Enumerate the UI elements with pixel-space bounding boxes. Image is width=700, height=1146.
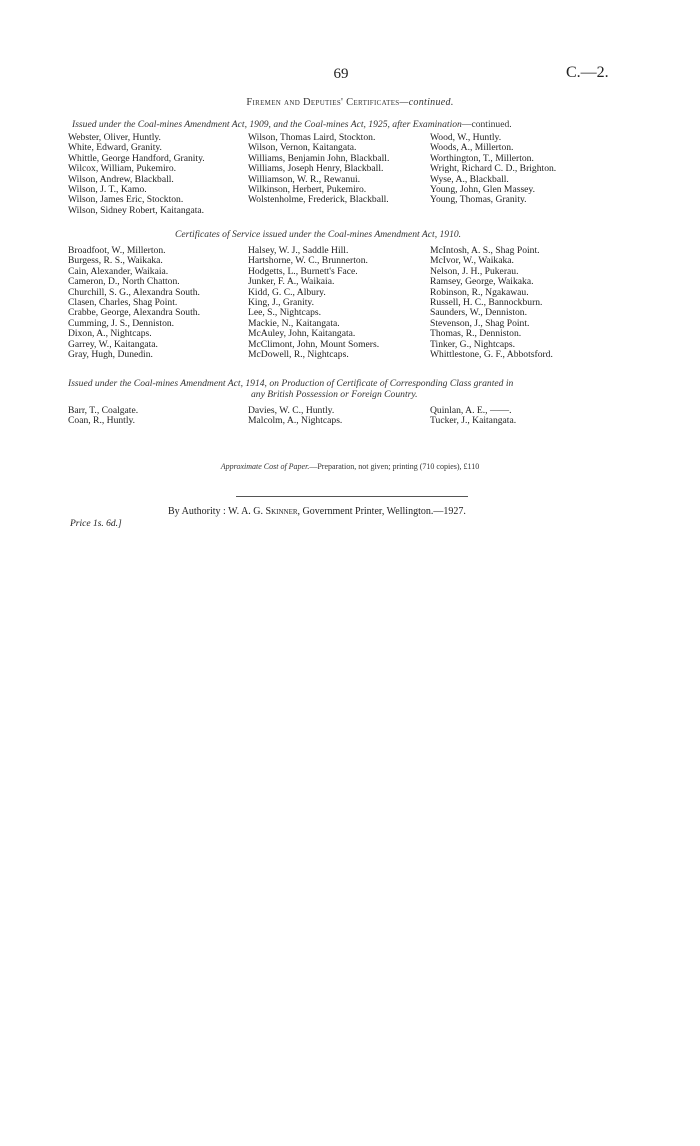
name-entry: Webster, Oliver, Huntly. (68, 132, 161, 143)
name-entry: Cumming, J. S., Denniston. (68, 317, 175, 329)
heading-continued: —continued. (399, 97, 454, 108)
name-entry: Wilson, J. T., Kamo. (68, 184, 147, 196)
section3-title-line2: any British Possession or Foreign Country. (251, 389, 418, 400)
name-entry: Whittle, George Handford, Granity. (68, 152, 205, 164)
name-entry: McDowell, R., Nightcaps. (248, 349, 349, 361)
name-entry: Barr, T., Coalgate. (68, 405, 139, 416)
name-entry: Junker, F. A., Waikaia. (248, 276, 335, 288)
name-entry: Mackie, N., Kaitangata. (248, 317, 340, 329)
section2-column-3 (430, 246, 553, 360)
name-entry: Stevenson, J., Shag Point. (430, 317, 530, 329)
section2-title: Certificates of Service issued under the Coal-mines Amendment Act, 1910. (175, 229, 462, 240)
name-entry: Quinlan, A. E., ——. (430, 405, 512, 416)
section1-column-3 (430, 133, 556, 206)
name-entry: Dixon, A., Nightcaps. (68, 328, 152, 340)
cost-text: —Preparation, not given; printing (710 copies), £110 (309, 462, 480, 471)
divider-rule (236, 496, 468, 497)
name-entry: Whittlestone, G. F., Abbotsford. (430, 349, 553, 361)
name-entry: Broadfoot, W., Millerton. (68, 245, 166, 256)
name-entry: McIntosh, A. S., Shag Point. (430, 245, 540, 256)
name-entry: Wood, W., Huntly. (430, 132, 502, 143)
name-entry: Williams, Benjamin John, Blackball. (248, 152, 390, 164)
authority-line (168, 506, 466, 517)
name-entry: Young, Thomas, Granity. (430, 194, 527, 206)
section3-column-3 (430, 406, 516, 427)
name-entry: Williams, Joseph Henry, Blackball. (248, 163, 384, 175)
name-entry: Coan, R., Huntly. (68, 415, 136, 427)
name-entry: McAuley, John, Kaitangata. (248, 328, 356, 340)
name-entry: Cameron, D., North Chatton. (68, 276, 180, 288)
section3-column-1 (68, 406, 138, 427)
name-entry: Kidd, G. C., Albury. (248, 286, 326, 298)
section1-column-2 (248, 133, 389, 206)
name-entry: Clasen, Charles, Shag Point. (68, 297, 178, 309)
name-entry: McClimont, John, Mount Somers. (248, 338, 380, 350)
name-entry: Crabbe, George, Alexandra South. (68, 307, 200, 319)
name-entry: Robinson, R., Ngakawau. (430, 286, 529, 298)
section2-column-1 (68, 246, 200, 360)
name-entry: Wilson, Andrew, Blackball. (68, 173, 174, 185)
name-entry: Lee, S., Nightcaps. (248, 307, 322, 319)
name-entry: Burgess, R. S., Waikaka. (68, 255, 163, 267)
name-entry: Nelson, J. H., Pukerau. (430, 265, 519, 277)
name-entry: Wolstenholme, Frederick, Blackball. (248, 194, 389, 206)
heading-main: Firemen and Deputies' Certificates (246, 97, 400, 108)
name-entry: Ramsey, George, Waikaka. (430, 276, 534, 288)
authority-prefix: By Authority : W. A. G. (168, 506, 266, 517)
section1-title (72, 119, 512, 130)
name-entry: Tucker, J., Kaitangata. (430, 415, 517, 427)
name-entry: Wilson, James Eric, Stockton. (68, 194, 184, 206)
name-entry: Wilcox, William, Pukemiro. (68, 163, 177, 175)
name-entry: Hartshorne, W. C., Brunnerton. (248, 255, 368, 267)
name-entry: Wright, Richard C. D., Brighton. (430, 163, 557, 175)
name-entry: Woods, A., Millerton. (430, 142, 514, 154)
cost-label: Approximate Cost of Paper. (220, 462, 310, 471)
section1-title-text: Issued under the Coal-mines Amendment Act, 1909, and the Coal-mines Act, 1925, after Examination (72, 119, 462, 130)
name-entry: Davies, W. C., Huntly. (248, 405, 335, 416)
page-number: 69 (333, 66, 349, 82)
document-code: C.—2. (566, 64, 609, 81)
section2-column-2 (248, 246, 379, 360)
name-entry: White, Edward, Granity. (68, 142, 162, 154)
name-entry: Wilson, Vernon, Kaitangata. (248, 142, 357, 154)
section-heading (0, 97, 700, 108)
section1-title-tail: —continued. (461, 119, 512, 130)
name-entry: Russell, H. C., Bannockburn. (430, 297, 543, 309)
name-entry: Churchill, S. G., Alexandra South. (68, 286, 200, 298)
name-entry: Cain, Alexander, Waikaia. (68, 265, 169, 277)
cost-note (0, 462, 700, 471)
name-entry: Williamson, W. R., Rewanui. (248, 173, 361, 185)
name-entry: Young, John, Glen Massey. (430, 184, 536, 196)
name-entry: Wilkinson, Herbert, Pukemiro. (248, 184, 367, 196)
name-entry: Saunders, W., Denniston. (430, 307, 528, 319)
section1-column-1 (68, 133, 205, 216)
name-entry: Gray, Hugh, Dunedin. (68, 349, 153, 361)
name-entry: Garrey, W., Kaitangata. (68, 338, 158, 350)
name-entry: Hodgetts, L., Burnett's Face. (248, 265, 358, 277)
name-entry: Thomas, R., Denniston. (430, 328, 522, 340)
name-entry: Wilson, Sidney Robert, Kaitangata. (68, 204, 205, 216)
name-entry: Tinker, G., Nightcaps. (430, 338, 516, 350)
price-label: Price 1s. 6d.] (70, 519, 122, 529)
name-entry: Halsey, W. J., Saddle Hill. (248, 245, 349, 256)
name-entry: McIvor, W., Waikaka. (430, 255, 514, 267)
section3-column-2 (248, 406, 342, 427)
name-entry: King, J., Granity. (248, 297, 314, 309)
section3-title-line1: Issued under the Coal-mines Amendment Act, 1914, on Production of Certificate of Corresponding Class granted in (68, 378, 514, 389)
name-entry: Wilson, Thomas Laird, Stockton. (248, 132, 376, 143)
name-entry: Malcolm, A., Nightcaps. (248, 415, 343, 427)
authority-suffix: , Government Printer, Wellington.—1927. (297, 506, 466, 517)
name-entry: Worthington, T., Millerton. (430, 152, 534, 164)
name-entry: Wyse, A., Blackball. (430, 173, 509, 185)
printer-name: Skinner (265, 506, 298, 517)
